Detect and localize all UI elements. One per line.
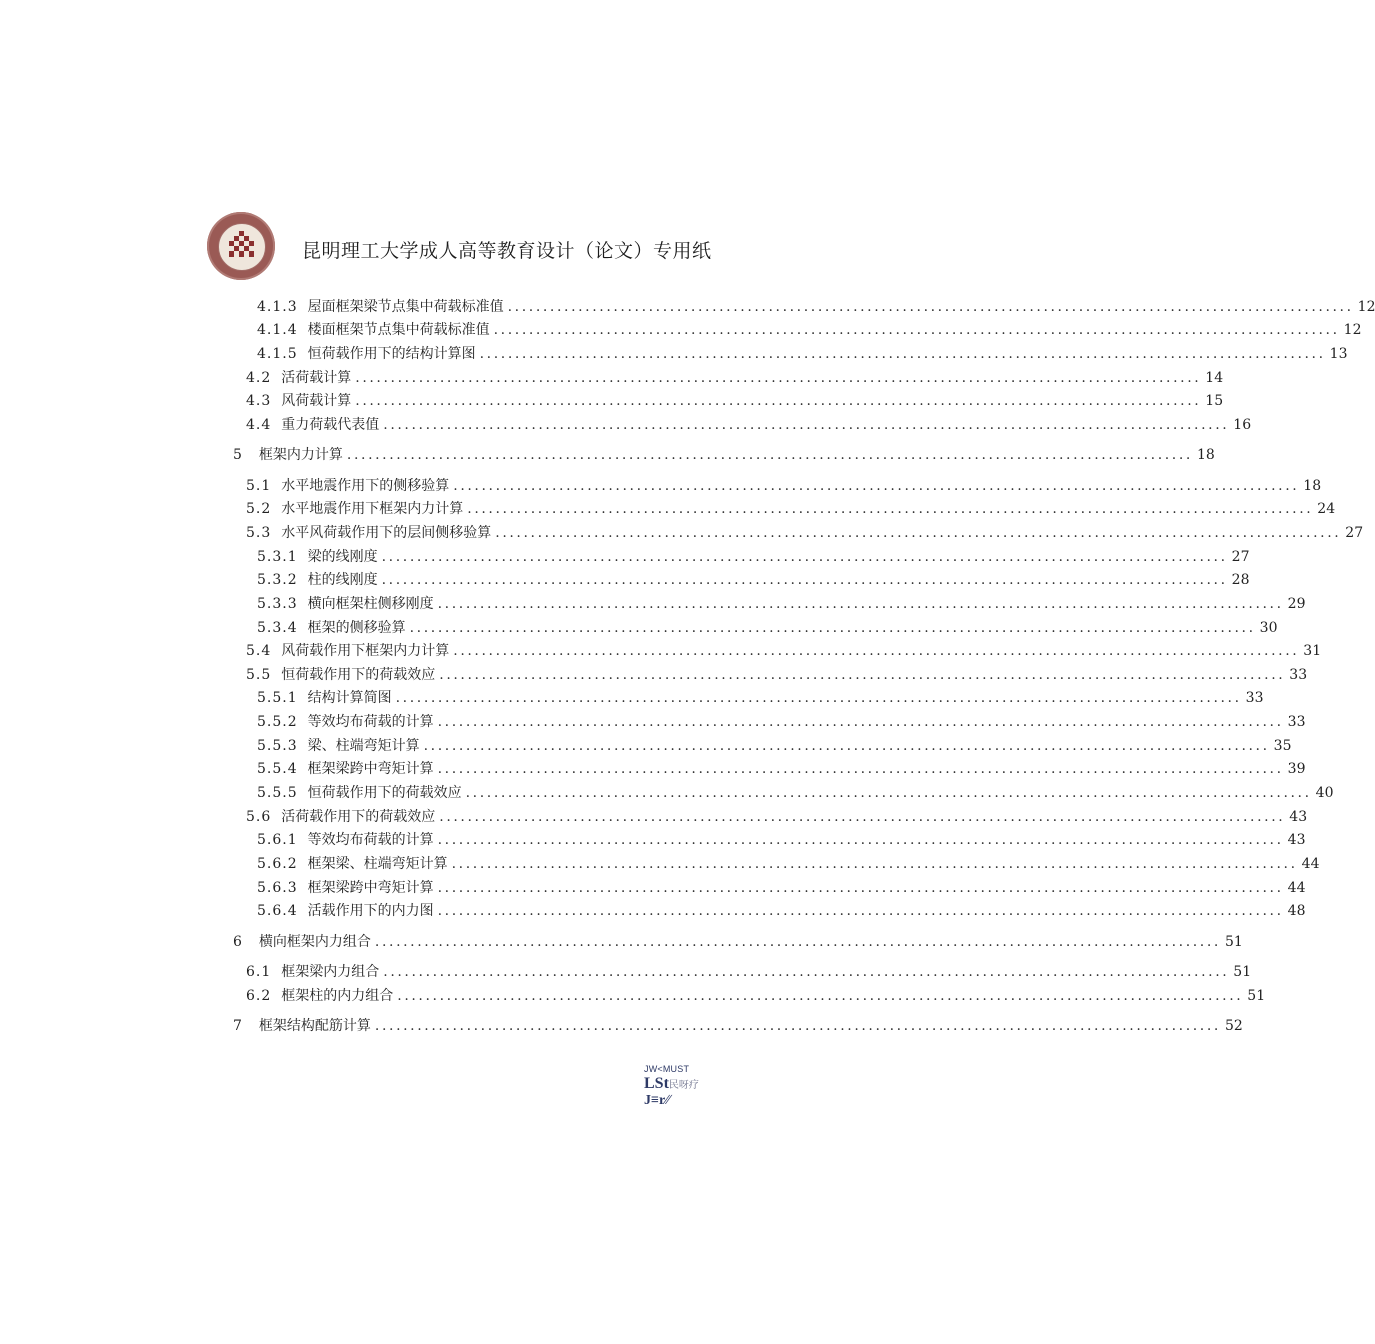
toc-leader-dots: ........................................................................................................................ <box>346 447 1193 463</box>
toc-entry-number: 5.6.3 <box>257 880 298 896</box>
page-title: 昆明理工大学成人高等教育设计（论文）专用纸 <box>302 240 712 262</box>
toc-entry-number: 6.2 <box>246 988 272 1004</box>
toc-entry-page: 12 <box>1357 299 1375 315</box>
toc-entry-label: 框架梁内力组合 <box>281 964 380 980</box>
toc-entry-label: 框架梁、柱端弯矩计算 <box>307 856 448 872</box>
toc-entry-label: 风荷载计算 <box>281 393 352 409</box>
toc-entry <box>233 1016 1243 1036</box>
toc-entry-page: 15 <box>1205 393 1224 409</box>
toc-entry-page: 44 <box>1301 856 1320 872</box>
toc-entry <box>257 783 1334 803</box>
toc-entry-number: 5.3.2 <box>257 572 298 588</box>
toc-entry-number: 6 <box>233 934 243 950</box>
stamp-watermark <box>644 1064 699 1109</box>
toc-entry-page: 43 <box>1289 809 1308 825</box>
toc-leader-dots: ........................................................................................................................ <box>437 761 1284 777</box>
toc-entry-page: 27 <box>1231 549 1250 565</box>
toc-entry-label: 横向框架柱侧移刚度 <box>307 596 434 612</box>
stamp-line-1: JW<MUST <box>644 1064 690 1074</box>
toc-entry <box>257 570 1250 590</box>
toc-entry <box>233 932 1243 952</box>
toc-entry-label: 框架的侧移验算 <box>307 620 406 636</box>
toc-entry-number: 5.5.3 <box>257 738 298 754</box>
toc-leader-dots: ........................................................................................................................ <box>423 738 1270 754</box>
toc-entry-label: 楼面框架节点集中荷载标准值 <box>307 322 490 338</box>
toc-entry <box>246 415 1252 435</box>
toc-entry-label: 风荷载作用下框架内力计算 <box>281 643 450 659</box>
toc-entry <box>257 736 1292 756</box>
toc-entry-label: 水平地震作用下框架内力计算 <box>281 501 464 517</box>
toc-entry <box>246 665 1308 685</box>
toc-entry <box>246 523 1364 543</box>
stamp-line-3: J≡r∕∕ <box>644 1093 670 1108</box>
toc-entry <box>257 712 1306 732</box>
toc-entry-label: 横向框架内力组合 <box>258 934 371 950</box>
toc-entry <box>257 759 1306 779</box>
toc-entry-number: 5.3.4 <box>257 620 298 636</box>
toc-entry-number: 5.3.1 <box>257 549 298 565</box>
toc-entry-number: 4.1.4 <box>257 322 298 338</box>
toc-entry-page: 18 <box>1303 478 1322 494</box>
toc-entry <box>246 962 1252 982</box>
toc-entry <box>257 594 1306 614</box>
toc-entry <box>257 344 1348 364</box>
toc-entry-number: 5.5.4 <box>257 761 298 777</box>
toc-entry-label: 水平风荷载作用下的层间侧移验算 <box>281 525 492 541</box>
stamp-line-2-text: LSt <box>644 1075 669 1092</box>
toc-leader-dots: ........................................................................................................................ <box>374 1018 1221 1034</box>
toc-entry-number: 5.5.5 <box>257 785 298 801</box>
toc-entry-label: 重力荷载代表值 <box>281 417 380 433</box>
toc-entry-page: 18 <box>1196 447 1215 463</box>
toc-entry-label: 屋面框架梁节点集中荷载标准值 <box>307 299 504 315</box>
toc-entry-label: 梁、柱端弯矩计算 <box>307 738 420 754</box>
toc-entry-label: 活荷载作用下的荷载效应 <box>281 809 436 825</box>
toc-entry-page: 51 <box>1247 988 1266 1004</box>
toc-entry-page: 51 <box>1233 964 1252 980</box>
toc-entry-page: 51 <box>1224 934 1243 950</box>
toc-entry <box>246 641 1322 661</box>
toc-entry <box>246 391 1224 411</box>
toc-leader-dots: ........................................................................................................................ <box>397 988 1244 1004</box>
toc-entry-page: 33 <box>1289 667 1308 683</box>
toc-entry-page: 33 <box>1287 714 1306 730</box>
toc-entry-page: 31 <box>1303 643 1322 659</box>
toc-entry <box>257 830 1306 850</box>
toc-entry-label: 恒荷载作用下的结构计算图 <box>307 346 476 362</box>
toc-entry-label: 活载作用下的内力图 <box>307 903 434 919</box>
toc-entry-number: 5.1 <box>246 478 272 494</box>
toc-entry-number: 5.5.2 <box>257 714 298 730</box>
toc-entry-page: 14 <box>1205 370 1224 386</box>
toc-entry-label: 恒荷载作用下的荷载效应 <box>281 667 436 683</box>
toc-leader-dots: ........................................................................................................................ <box>467 501 1314 517</box>
toc-entry-number: 5.4 <box>246 643 272 659</box>
toc-entry-number: 5.5.1 <box>257 690 298 706</box>
toc-leader-dots: ........................................................................................................................ <box>395 690 1242 706</box>
toc-entry-number: 5.6.4 <box>257 903 298 919</box>
toc-leader-dots: ........................................................................................................................ <box>383 417 1230 433</box>
toc-entry-label: 活荷载计算 <box>281 370 352 386</box>
toc-entry <box>257 320 1362 340</box>
toc-entry-page: 24 <box>1317 501 1336 517</box>
toc-entry-page: 12 <box>1343 322 1362 338</box>
toc-entry-number: 5.5 <box>246 667 272 683</box>
toc-leader-dots: ........................................................................................................................ <box>507 299 1354 315</box>
toc-entry <box>257 878 1306 898</box>
toc-entry-page: 39 <box>1287 761 1306 777</box>
toc-leader-dots: ........................................................................................................................ <box>439 809 1286 825</box>
toc-leader-dots: ........................................................................................................................ <box>374 934 1221 950</box>
toc-leader-dots: ........................................................................................................................ <box>493 322 1340 338</box>
toc-entry-label: 等效均布荷载的计算 <box>307 832 434 848</box>
toc-entry-label: 结构计算简图 <box>307 690 392 706</box>
toc-entry-number: 5.6.1 <box>257 832 298 848</box>
toc-entry <box>257 618 1278 638</box>
toc-leader-dots: ........................................................................................................................ <box>453 478 1300 494</box>
toc-entry-page: 40 <box>1315 785 1334 801</box>
stamp-line-2 <box>644 1075 699 1093</box>
toc-leader-dots: ........................................................................................................................ <box>479 346 1326 362</box>
toc-entry <box>257 688 1264 708</box>
toc-leader-dots: ........................................................................................................................ <box>495 525 1342 541</box>
toc-entry-number: 4.3 <box>246 393 272 409</box>
toc-leader-dots: ........................................................................................................................ <box>437 880 1284 896</box>
toc-entry <box>233 445 1215 465</box>
toc-entry-page: 28 <box>1231 572 1250 588</box>
toc-leader-dots: ........................................................................................................................ <box>453 643 1300 659</box>
toc-entry-page: 30 <box>1259 620 1278 636</box>
toc-entry <box>246 986 1266 1006</box>
toc-entry-page: 44 <box>1287 880 1306 896</box>
toc-entry-number: 5 <box>233 447 243 463</box>
toc-entry-page: 27 <box>1345 525 1364 541</box>
toc-entry-number: 7 <box>233 1018 243 1034</box>
toc-leader-dots: ........................................................................................................................ <box>355 370 1202 386</box>
toc-leader-dots: ........................................................................................................................ <box>409 620 1256 636</box>
toc-entry-label: 水平地震作用下的侧移验算 <box>281 478 450 494</box>
toc-entry <box>257 901 1306 921</box>
toc-entry-number: 5.3.3 <box>257 596 298 612</box>
toc-leader-dots: ........................................................................................................................ <box>437 714 1284 730</box>
toc-leader-dots: ........................................................................................................................ <box>381 549 1228 565</box>
toc-entry-label: 柱的线刚度 <box>307 572 378 588</box>
toc-leader-dots: ........................................................................................................................ <box>465 785 1312 801</box>
toc-leader-dots: ........................................................................................................................ <box>451 856 1298 872</box>
toc-leader-dots: ........................................................................................................................ <box>381 572 1228 588</box>
stamp-line-2-small: 民呀疗 <box>668 1080 699 1091</box>
toc-entry-page: 33 <box>1245 690 1264 706</box>
toc-entry-label: 框架梁跨中弯矩计算 <box>307 761 434 777</box>
toc-entry-label: 框架内力计算 <box>258 447 343 463</box>
toc-entry-number: 5.6.2 <box>257 856 298 872</box>
toc-entry-number: 4.4 <box>246 417 272 433</box>
toc-entry-label: 恒荷载作用下的荷载效应 <box>307 785 462 801</box>
toc-entry <box>246 476 1322 496</box>
toc-entry-page: 52 <box>1224 1018 1243 1034</box>
toc-leader-dots: ........................................................................................................................ <box>437 596 1284 612</box>
toc-entry-number: 4.1.5 <box>257 346 298 362</box>
toc-entry-number: 6.1 <box>246 964 272 980</box>
toc-entry-label: 框架梁跨中弯矩计算 <box>307 880 434 896</box>
toc-entry-label: 等效均布荷载的计算 <box>307 714 434 730</box>
toc-entry-number: 5.6 <box>246 809 272 825</box>
toc-entry-page: 16 <box>1233 417 1252 433</box>
toc-entry <box>257 854 1320 874</box>
toc-entry-number: 5.2 <box>246 501 272 517</box>
toc-entry-label: 框架柱的内力组合 <box>281 988 394 1004</box>
toc-entry-label: 框架结构配筋计算 <box>258 1018 371 1034</box>
toc-entry-number: 4.1.3 <box>257 299 298 315</box>
toc-leader-dots: ........................................................................................................................ <box>355 393 1202 409</box>
toc-leader-dots: ........................................................................................................................ <box>437 832 1284 848</box>
toc-leader-dots: ........................................................................................................................ <box>383 964 1230 980</box>
toc-entry-number: 5.3 <box>246 525 272 541</box>
toc-leader-dots: ........................................................................................................................ <box>437 903 1284 919</box>
toc-entry <box>257 297 1375 317</box>
toc-leader-dots: ........................................................................................................................ <box>439 667 1286 683</box>
toc-entry <box>246 368 1224 388</box>
toc-entry <box>246 499 1336 519</box>
toc-entry <box>257 547 1250 567</box>
toc-entry-page: 43 <box>1287 832 1306 848</box>
toc-entry-number: 4.2 <box>246 370 272 386</box>
toc-entry <box>246 807 1308 827</box>
toc-entry-page: 29 <box>1287 596 1306 612</box>
toc-entry-page: 48 <box>1287 903 1306 919</box>
toc-entry-page: 13 <box>1329 346 1348 362</box>
toc-entry-label: 梁的线刚度 <box>307 549 378 565</box>
toc-entry-page: 35 <box>1273 738 1292 754</box>
